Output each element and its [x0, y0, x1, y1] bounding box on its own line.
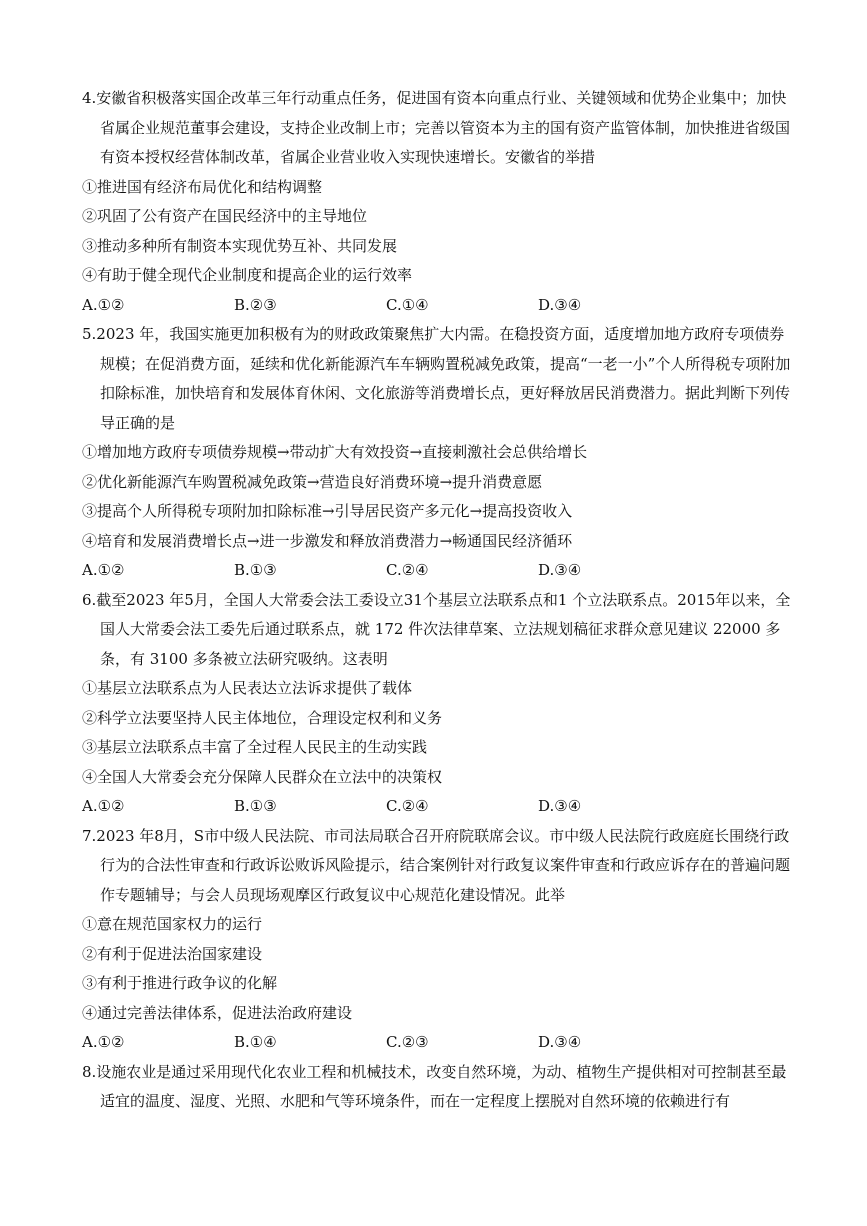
answer-choices [82, 291, 797, 321]
option-3: ③推动多种所有制资本实现优势互补、共同发展 [82, 236, 398, 255]
option-2: ②有利于促进法治国家建设 [82, 944, 263, 963]
choice-b: B.①③ [234, 797, 277, 815]
choice-b: B.①④ [234, 1033, 277, 1051]
choice-d: D.③④ [538, 561, 582, 579]
question-5 [82, 320, 797, 586]
answer-choices [82, 556, 797, 586]
choice-c: C.②④ [386, 561, 429, 579]
question-6 [82, 586, 797, 822]
choice-d: D.③④ [538, 1033, 582, 1051]
question-stem: 7.2023 年8月，S市中级人民法院、市司法局联合召开府院联席会议。市中级人民法院行政庭庭长围绕行政行为的合法性审查和行政诉讼败诉风险提示，结合案例针对行政复议案件审查和行政应诉存在的普遍问题作专题辅导；与会人员现场观摩区行政复议中心规范化建设情况。此举 [82, 826, 791, 904]
choice-a: A.①② [82, 1033, 125, 1051]
choice-d: D.③④ [538, 295, 582, 314]
choice-b: B.②③ [234, 295, 277, 314]
question-7 [82, 822, 797, 1058]
option-1: ①基层立法联系点为人民表达立法诉求提供了载体 [82, 679, 413, 697]
choice-c: C.②④ [386, 797, 429, 815]
question-stem: 6.截至2023 年5月，全国人大常委会法工委设立31个基层立法联系点和1 个立法联系点。2015年以来，全国人大常委会法工委先后通过联系点，就 172 件次法律草案、立法规划稿征求群众意见建议 22000 多条，有 3100 多条被立法研究吸纳。这表明 [82, 590, 791, 668]
option-2: ②优化新能源汽车购置税减免政策→营造良好消费环境→提升消费意愿 [82, 472, 543, 491]
choice-c: C.①④ [386, 295, 429, 314]
option-3: ③基层立法联系点丰富了全过程人民民主的生动实践 [82, 738, 428, 756]
option-4: ④培育和发展消费增长点→进一步激发和释放消费潜力→畅通国民经济循环 [82, 531, 573, 550]
option-4: ④通过完善法律体系，促进法治政府建设 [82, 1003, 353, 1022]
choice-b: B.①③ [234, 561, 277, 579]
question-8 [82, 1058, 797, 1117]
option-2: ②科学立法要坚持人民主体地位，合理设定权利和义务 [82, 708, 443, 727]
answer-choices [82, 1028, 797, 1058]
answer-choices [82, 792, 797, 822]
choice-a: A.①② [82, 295, 125, 314]
choice-a: A.①② [82, 797, 125, 815]
choice-d: D.③④ [538, 797, 582, 815]
option-4: ④全国人大常委会充分保障人民群众在立法中的决策权 [82, 767, 443, 786]
question-stem: 5.2023 年，我国实施更加积极有为的财政政策聚焦扩大内需。在稳投资方面，适度增加地方政府专项债券规模；在促消费方面，延续和优化新能源汽车车辆购置税减免政策，提高“一老一小”个人所得税专项附加扣除标准，加快培育和发展体育休闲、文化旅游等消费增长点，更好释放居民消费潜力。据此判断下列传导正确的是 [82, 325, 791, 432]
choice-a: A.①② [82, 561, 125, 579]
option-3: ③有利于推进行政争议的化解 [82, 974, 278, 992]
option-3: ③提高个人所得税专项附加扣除标准→引导居民资产多元化→提高投资收入 [82, 502, 573, 520]
option-1: ①意在规范国家权力的运行 [82, 915, 263, 933]
question-stem: 4.安徽省积极落实国企改革三年行动重点任务，促进国有资本向重点行业、关键领域和优势企业集中；加快省属企业规范董事会建设，支持企业改制上市；完善以管资本为主的国有资产监管体制，加快推进省级国有资本授权经营体制改革，省属企业营业收入实现快速增长。安徽省的举措 [82, 89, 791, 166]
option-1: ①增加地方政府专项债券规模→带动扩大有效投资→直接刺激社会总供给增长 [82, 443, 588, 461]
option-2: ②巩固了公有资产在国民经济中的主导地位 [82, 207, 368, 225]
option-1: ①推进国有经济布局优化和结构调整 [82, 177, 323, 196]
choice-c: C.②③ [386, 1033, 429, 1051]
question-stem: 8.设施农业是通过采用现代化农业工程和机械技术，改变自然环境，为动、植物生产提供相对可控制甚至最适宜的温度、湿度、光照、水肥和气等环境条件，而在一定程度上摆脱对自然环境的依赖进行有 [82, 1062, 787, 1110]
question-4 [82, 84, 797, 320]
option-4: ④有助于健全现代企业制度和提高企业的运行效率 [82, 266, 413, 284]
